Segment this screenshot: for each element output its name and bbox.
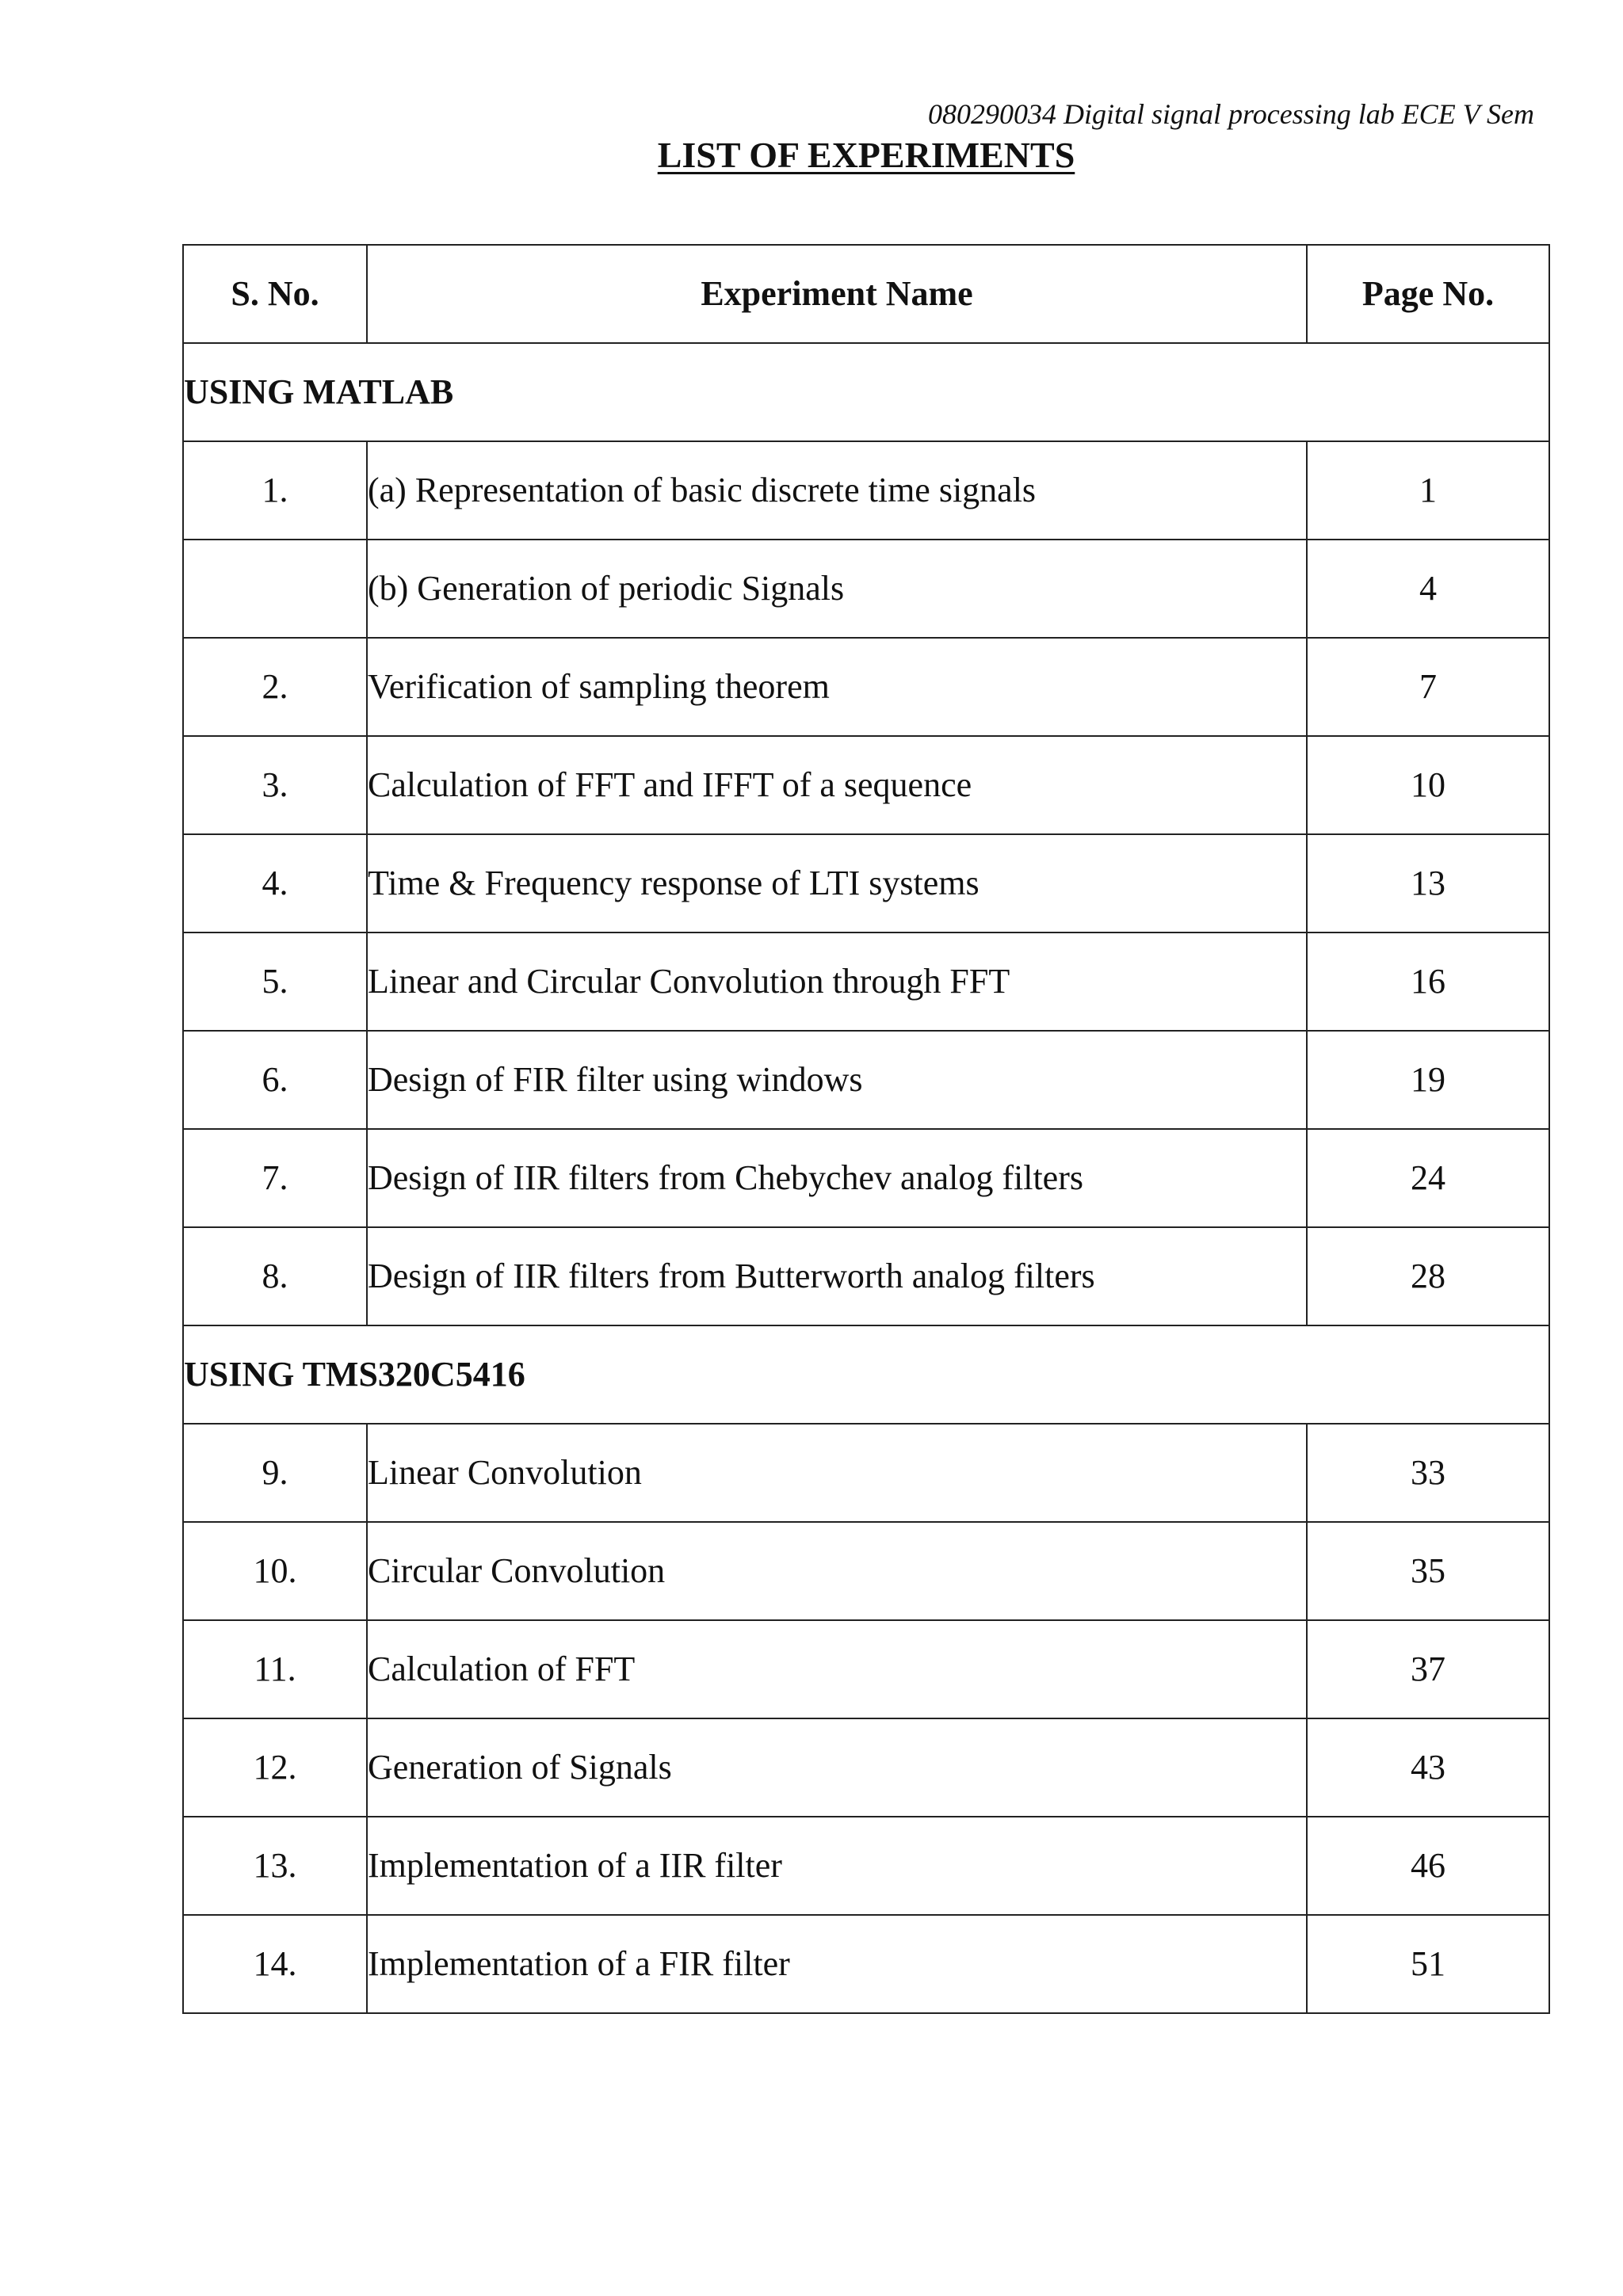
experiment-name-cell: Linear and Circular Convolution through FFT bbox=[367, 933, 1307, 1031]
experiment-name-cell: Time & Frequency response of LTI systems bbox=[367, 834, 1307, 933]
table-body bbox=[183, 343, 1549, 2013]
serial-number-cell: 9. bbox=[183, 1424, 367, 1522]
page-number-cell: 28 bbox=[1307, 1227, 1549, 1325]
page-number-cell: 35 bbox=[1307, 1522, 1549, 1620]
experiment-name-cell: Implementation of a FIR filter bbox=[367, 1915, 1307, 2013]
page-number-cell: 1 bbox=[1307, 441, 1549, 540]
experiment-name-cell: Circular Convolution bbox=[367, 1522, 1307, 1620]
table-row bbox=[183, 638, 1549, 736]
page-number-cell: 37 bbox=[1307, 1620, 1549, 1718]
experiments-table bbox=[182, 244, 1550, 2014]
serial-number-cell: 1. bbox=[183, 441, 367, 540]
table-row bbox=[183, 540, 1549, 638]
column-header-sno: S. No. bbox=[183, 245, 367, 343]
table-row bbox=[183, 1817, 1549, 1915]
table-row bbox=[183, 1031, 1549, 1129]
page-title: LIST OF EXPERIMENTS bbox=[657, 135, 1075, 175]
experiment-name-cell: Implementation of a IIR filter bbox=[367, 1817, 1307, 1915]
running-header: 080290034 Digital signal processing lab ECE V Sem bbox=[928, 98, 1534, 130]
serial-number-cell: 5. bbox=[183, 933, 367, 1031]
serial-number-cell: 4. bbox=[183, 834, 367, 933]
experiment-name-cell: Calculation of FFT bbox=[367, 1620, 1307, 1718]
table-row bbox=[183, 834, 1549, 933]
column-header-page-no: Page No. bbox=[1307, 245, 1549, 343]
table-row bbox=[183, 933, 1549, 1031]
experiment-name-cell: Verification of sampling theorem bbox=[367, 638, 1307, 736]
page-number-cell: 51 bbox=[1307, 1915, 1549, 2013]
table-row bbox=[183, 1718, 1549, 1817]
experiment-name-cell: (b) Generation of periodic Signals bbox=[367, 540, 1307, 638]
table-row bbox=[183, 1522, 1549, 1620]
serial-number-cell: 2. bbox=[183, 638, 367, 736]
page-number-cell: 24 bbox=[1307, 1129, 1549, 1227]
section-title: USING MATLAB bbox=[183, 343, 1549, 441]
page-number-cell: 10 bbox=[1307, 736, 1549, 834]
page-number-cell: 7 bbox=[1307, 638, 1549, 736]
section-title: USING TMS320C5416 bbox=[183, 1325, 1549, 1424]
experiment-name-cell: Linear Convolution bbox=[367, 1424, 1307, 1522]
table-row bbox=[183, 1129, 1549, 1227]
page-number-cell: 13 bbox=[1307, 834, 1549, 933]
experiment-name-cell: Design of IIR filters from Butterworth analog filters bbox=[367, 1227, 1307, 1325]
table-row bbox=[183, 736, 1549, 834]
experiment-name-cell: Calculation of FFT and IFFT of a sequence bbox=[367, 736, 1307, 834]
experiment-name-cell: Design of IIR filters from Chebychev analog filters bbox=[367, 1129, 1307, 1227]
column-header-experiment-name: Experiment Name bbox=[367, 245, 1307, 343]
experiment-name-cell: Generation of Signals bbox=[367, 1718, 1307, 1817]
experiment-name-cell: Design of FIR filter using windows bbox=[367, 1031, 1307, 1129]
serial-number-cell: 12. bbox=[183, 1718, 367, 1817]
serial-number-cell bbox=[183, 540, 367, 638]
section-row bbox=[183, 343, 1549, 441]
table-row bbox=[183, 441, 1549, 540]
table-row bbox=[183, 1620, 1549, 1718]
serial-number-cell: 14. bbox=[183, 1915, 367, 2013]
serial-number-cell: 13. bbox=[183, 1817, 367, 1915]
table-row bbox=[183, 1915, 1549, 2013]
table-header bbox=[183, 245, 1549, 343]
table-row bbox=[183, 1424, 1549, 1522]
serial-number-cell: 8. bbox=[183, 1227, 367, 1325]
page-number-cell: 4 bbox=[1307, 540, 1549, 638]
serial-number-cell: 11. bbox=[183, 1620, 367, 1718]
header-row bbox=[183, 245, 1549, 343]
page-number-cell: 46 bbox=[1307, 1817, 1549, 1915]
page-number-cell: 16 bbox=[1307, 933, 1549, 1031]
serial-number-cell: 3. bbox=[183, 736, 367, 834]
serial-number-cell: 7. bbox=[183, 1129, 367, 1227]
table-row bbox=[183, 1227, 1549, 1325]
page-number-cell: 43 bbox=[1307, 1718, 1549, 1817]
page-number-cell: 33 bbox=[1307, 1424, 1549, 1522]
serial-number-cell: 6. bbox=[183, 1031, 367, 1129]
section-row bbox=[183, 1325, 1549, 1424]
page-number-cell: 19 bbox=[1307, 1031, 1549, 1129]
serial-number-cell: 10. bbox=[183, 1522, 367, 1620]
experiment-name-cell: (a) Representation of basic discrete time signals bbox=[367, 441, 1307, 540]
